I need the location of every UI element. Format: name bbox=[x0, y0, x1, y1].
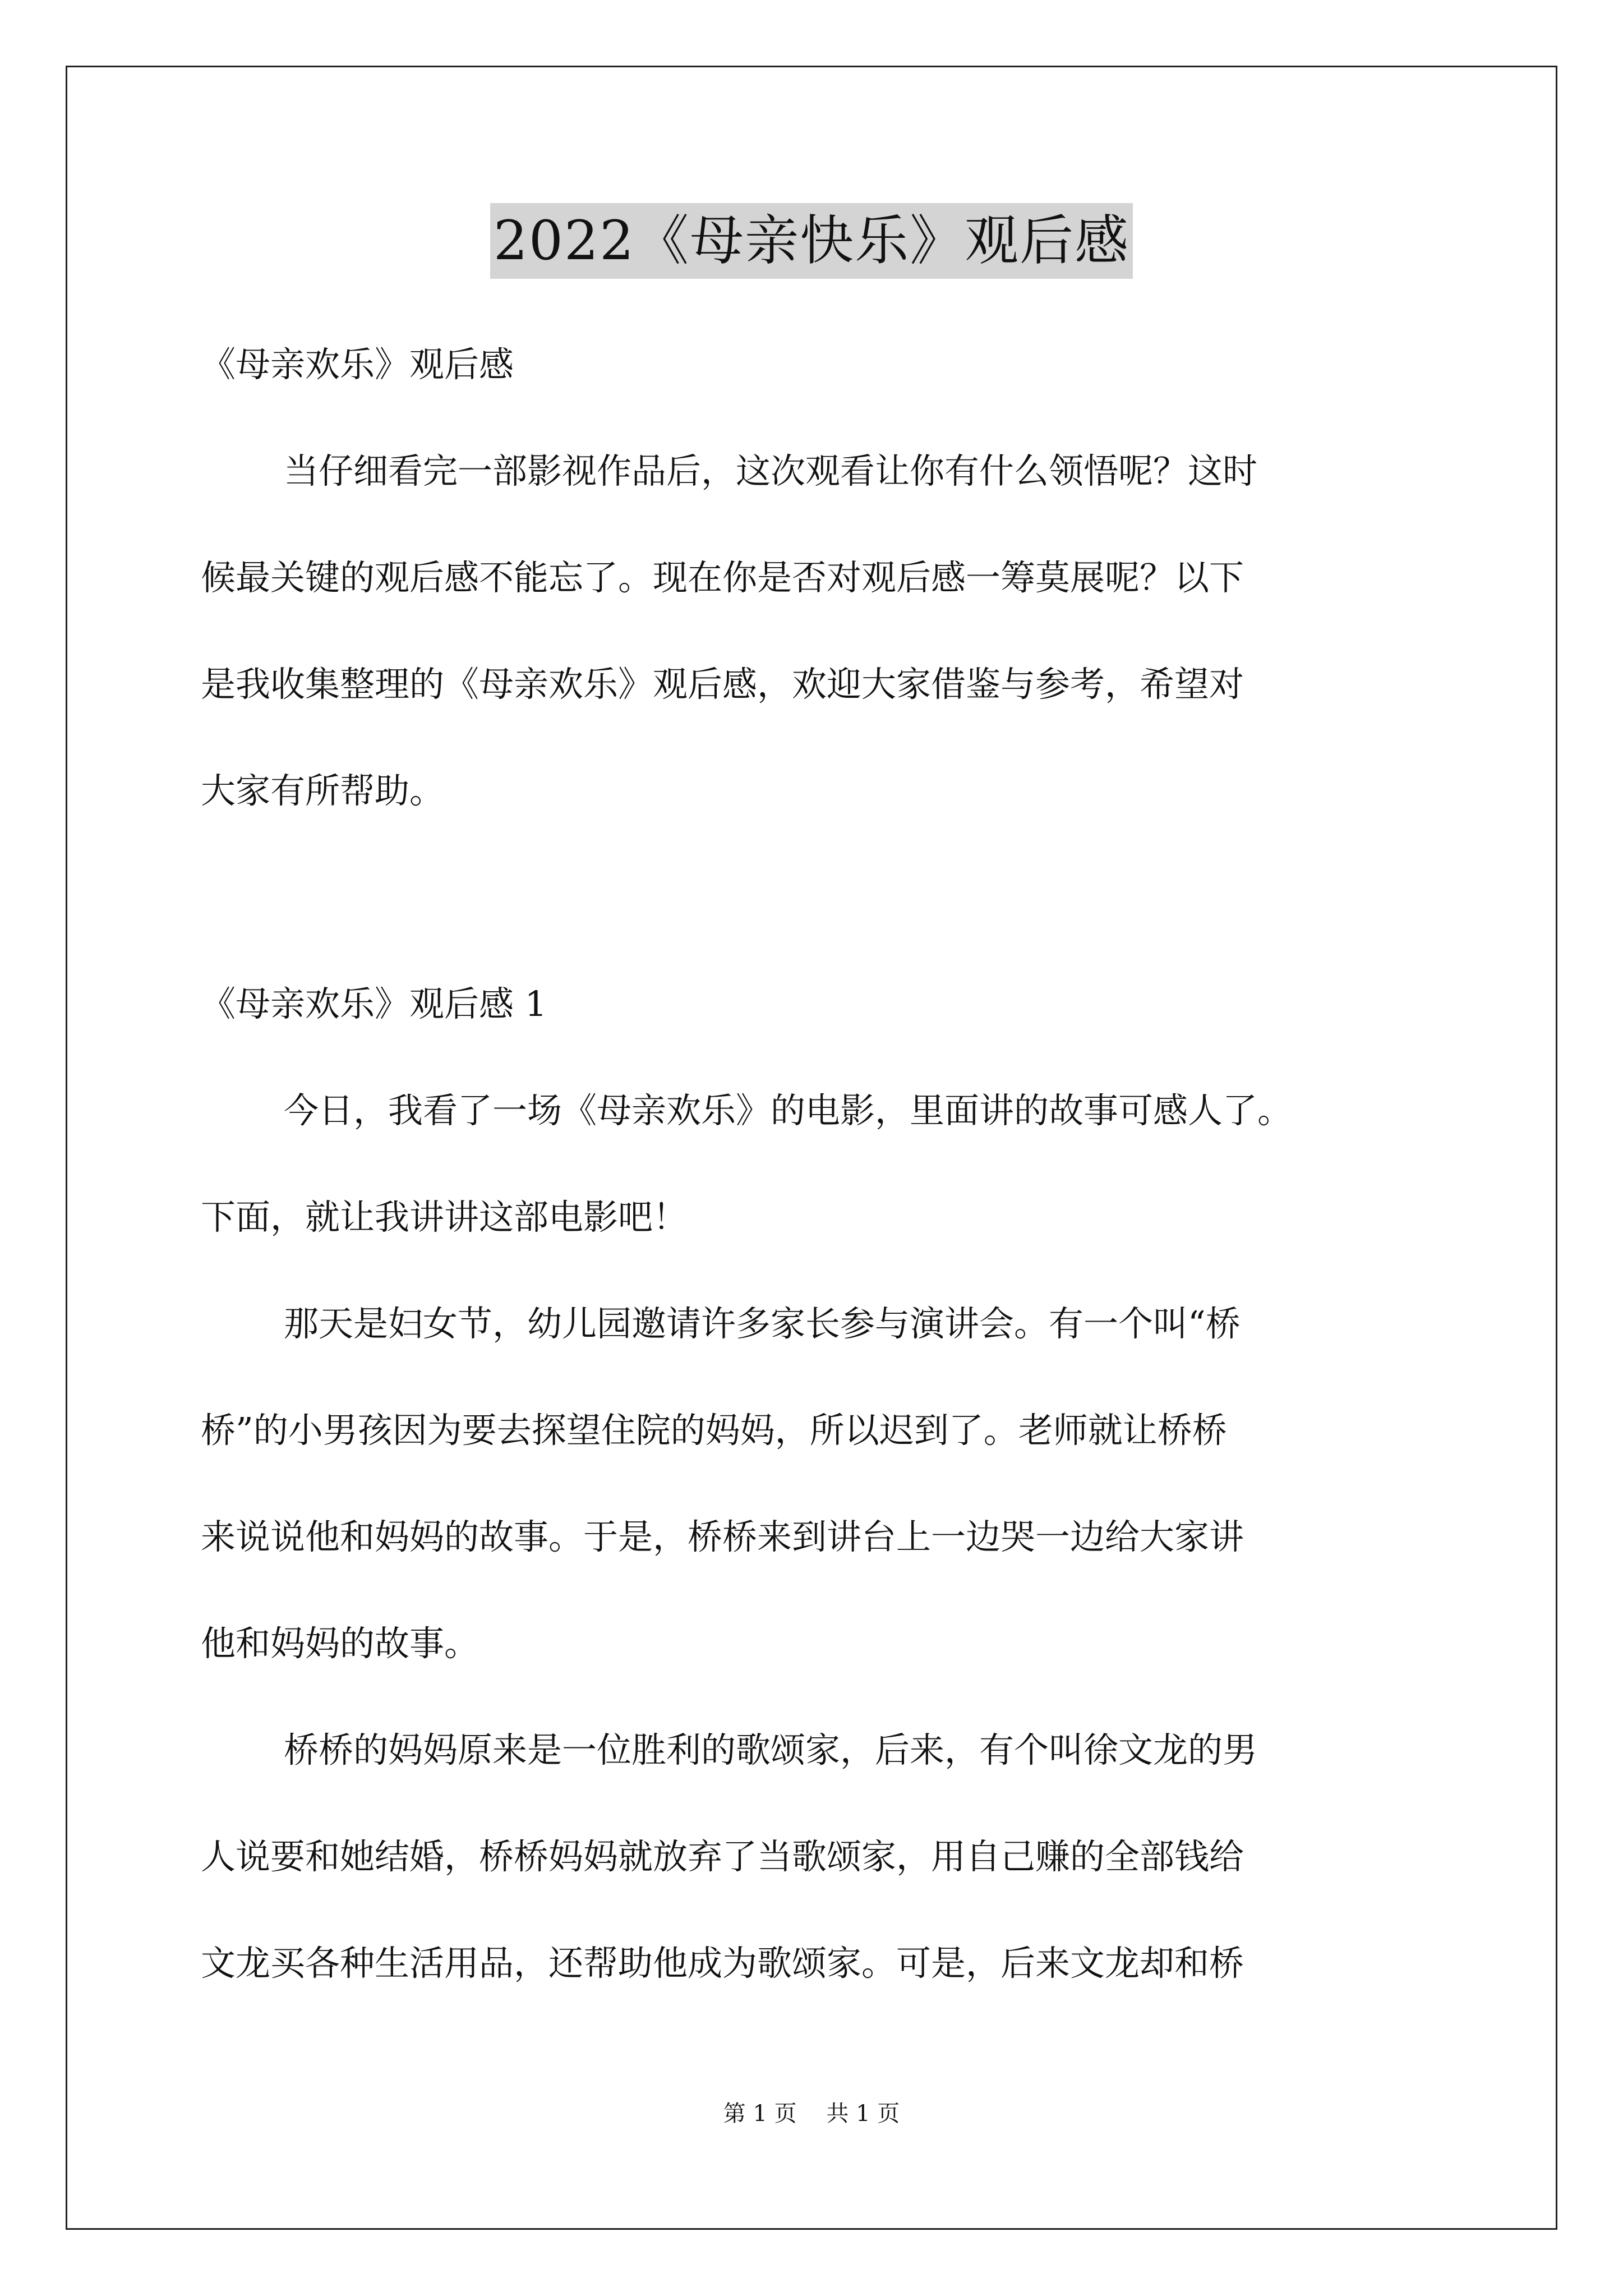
section-heading: 《母亲欢乐》观后感 bbox=[201, 344, 514, 385]
section-heading: 《母亲欢乐》观后感 1 bbox=[201, 983, 547, 1024]
paragraph-line: 桥桥的妈妈原来是一位胜利的歌颂家，后来，有个叫徐文龙的男 bbox=[284, 1729, 1258, 1770]
paragraph-line: 候最关键的观后感不能忘了。现在你是否对观后感一筹莫展呢？以下 bbox=[201, 557, 1244, 598]
document-title: 2022《母亲快乐》观后感 bbox=[490, 203, 1133, 279]
paragraph-line: 人说要和她结婚，桥桥妈妈就放弃了当歌颂家，用自己赚的全部钱给 bbox=[201, 1836, 1244, 1877]
paragraph-line: 是我收集整理的《母亲欢乐》观后感，欢迎大家借鉴与参考，希望对 bbox=[201, 664, 1244, 705]
paragraph-line: 来说说他和妈妈的故事。于是，桥桥来到讲台上一边哭一边给大家讲 bbox=[201, 1516, 1244, 1557]
paragraph-gap bbox=[201, 844, 1457, 951]
page-number-total: 共 1 页 bbox=[826, 2101, 900, 2127]
paragraph-line: 今日，我看了一场《母亲欢乐》的电影，里面讲的故事可感人了。 bbox=[284, 1090, 1293, 1131]
document-body bbox=[201, 311, 1457, 2017]
paragraph-line: 文龙买各种生活用品，还帮助他成为歌颂家。可是，后来文龙却和桥 bbox=[201, 1943, 1244, 1984]
page-footer bbox=[0, 2097, 1623, 2131]
paragraph-line: 下面，就让我讲讲这部电影吧！ bbox=[201, 1197, 688, 1237]
page-number-current: 第 1 页 bbox=[723, 2101, 797, 2127]
paragraph-line: 他和妈妈的故事。 bbox=[201, 1623, 479, 1664]
paragraph-line: 桥”的小男孩因为要去探望住院的妈妈，所以迟到了。老师就让桥桥 bbox=[201, 1410, 1227, 1451]
paragraph-line: 那天是妇女节，幼儿园邀请许多家长参与演讲会。有一个叫“桥 bbox=[284, 1303, 1241, 1344]
paragraph-line: 大家有所帮助。 bbox=[201, 770, 445, 811]
title-block bbox=[0, 203, 1623, 279]
paragraph-line: 当仔细看完一部影视作品后，这次观看让你有什么领悟呢？这时 bbox=[284, 450, 1258, 491]
